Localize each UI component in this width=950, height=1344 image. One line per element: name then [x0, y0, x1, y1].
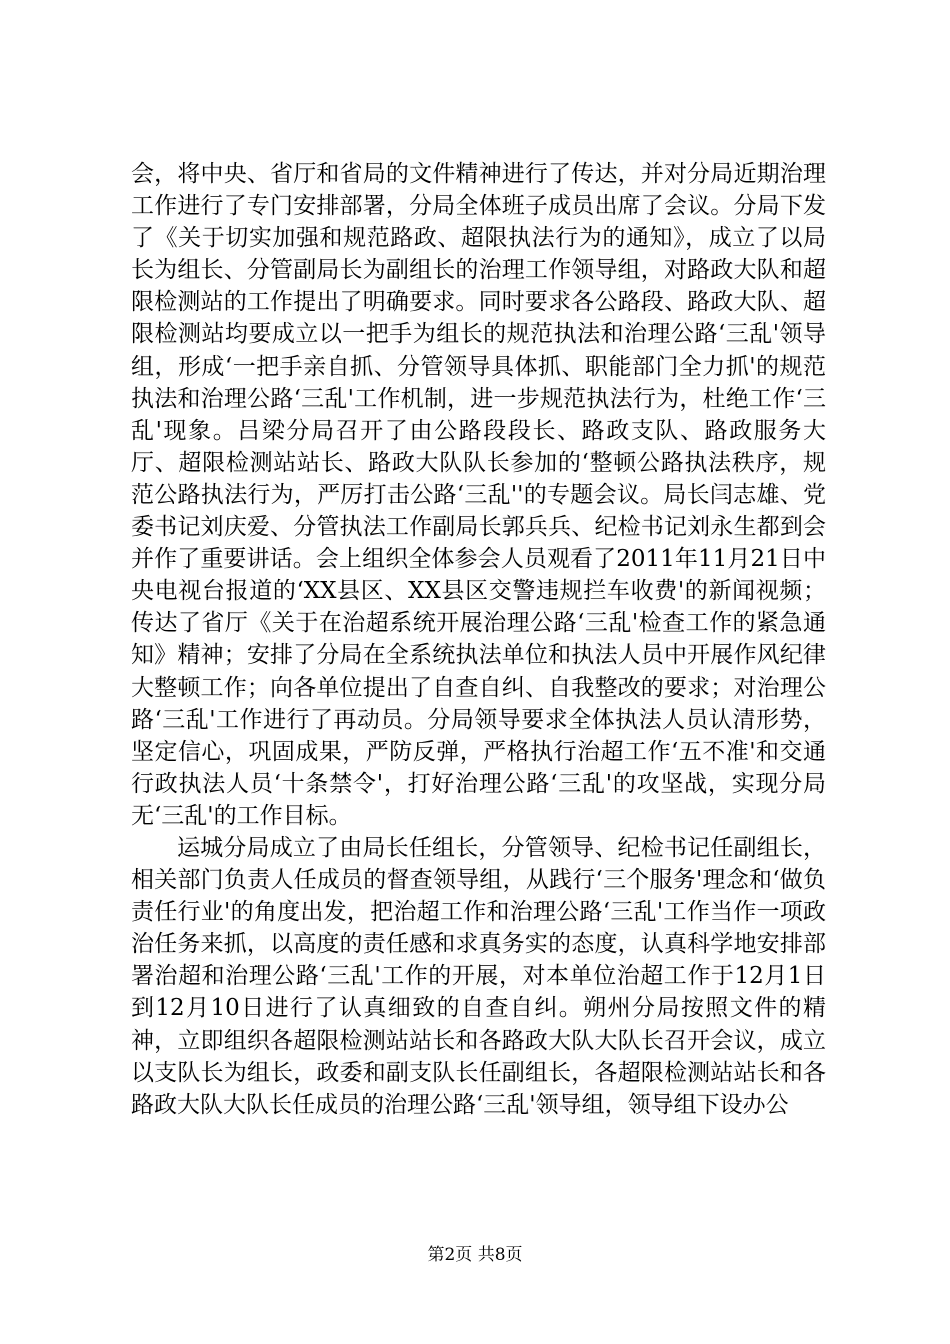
- paragraph-2: 运城分局成立了由局长任组长，分管领导、纪检书记任副组长，相关部门负责人任成员的督查领导组，从践行‘三个服务'理念和‘做负责任行业'的角度出发，把治超工作和治理公路‘三乱'工作当作一项政治任务来抓，以高度的责任感和求真务实的态度，认真科学地安排部署治超和治理公路‘三乱'工作的开展，对本单位治超工作于12月1日到12月10日进行了认真细致的自查自纠。朔州分局按照文件的精神，立即组织各超限检测站站长和各路政大队大队长召开会议，成立以支队长为组长，政委和副支队长任副组长，各超限检测站站长和各路政大队大队长任成员的治理公路‘三乱'领导组，领导组下设办公: [131, 834, 826, 1118]
- page-footer: [0, 1244, 950, 1266]
- document-body: [131, 158, 826, 1121]
- paragraph-1: 会，将中央、省厅和省局的文件精神进行了传达，并对分局近期治理工作进行了专门安排部署，分局全体班子成员出席了会议。分局下发了《关于切实加强和规范路政、超限执法行为的通知》，成立了以局长为组长、分管副局长为副组长的治理工作领导组，对路政大队和超限检测站的工作提出了明确要求。同时要求各公路段、路政大队、超限检测站均要成立以一把手为组长的规范执法和治理公路‘三乱'领导组，形成‘一把手亲自抓、分管领导具体抓、职能部门全力抓'的规范执法和治理公路‘三乱'工作机制，进一步规范执法行为，杜绝工作‘三乱'现象。吕梁分局召开了由公路段段长、路政支队、路政服务大厅、超限检测站站长、路政大队队长参加的‘整顿公路执法秩序，规范公路执法行为，严厉打击公路‘三乱''的专题会议。局长闫志雄、党委书记刘庆爱、分管执法工作副局长郭兵兵、纪检书记刘永生都到会并作了重要讲话。会上组织全体参会人员观看了2011年11月21日中央电视台报道的‘XX县区、XX县区交警违规拦车收费'的新闻视频；传达了省厅《关于在治超系统开展治理公路‘三乱'检查工作的紧急通知》精神；安排了分局在全系统执法单位和执法人员中开展作风纪律大整顿工作；向各单位提出了自查自纠、自我整改的要求；对治理公路‘三乱'工作进行了再动员。分局领导要求全体执法人员认清形势，坚定信心，巩固成果，严防反弹，严格执行治超工作‘五不准'和交通行政执法人员‘十条禁令'，打好治理公路‘三乱'的攻坚战，实现分局无‘三乱'的工作目标。: [131, 161, 826, 829]
- page-number-label: 第2页 共8页: [427, 1245, 523, 1265]
